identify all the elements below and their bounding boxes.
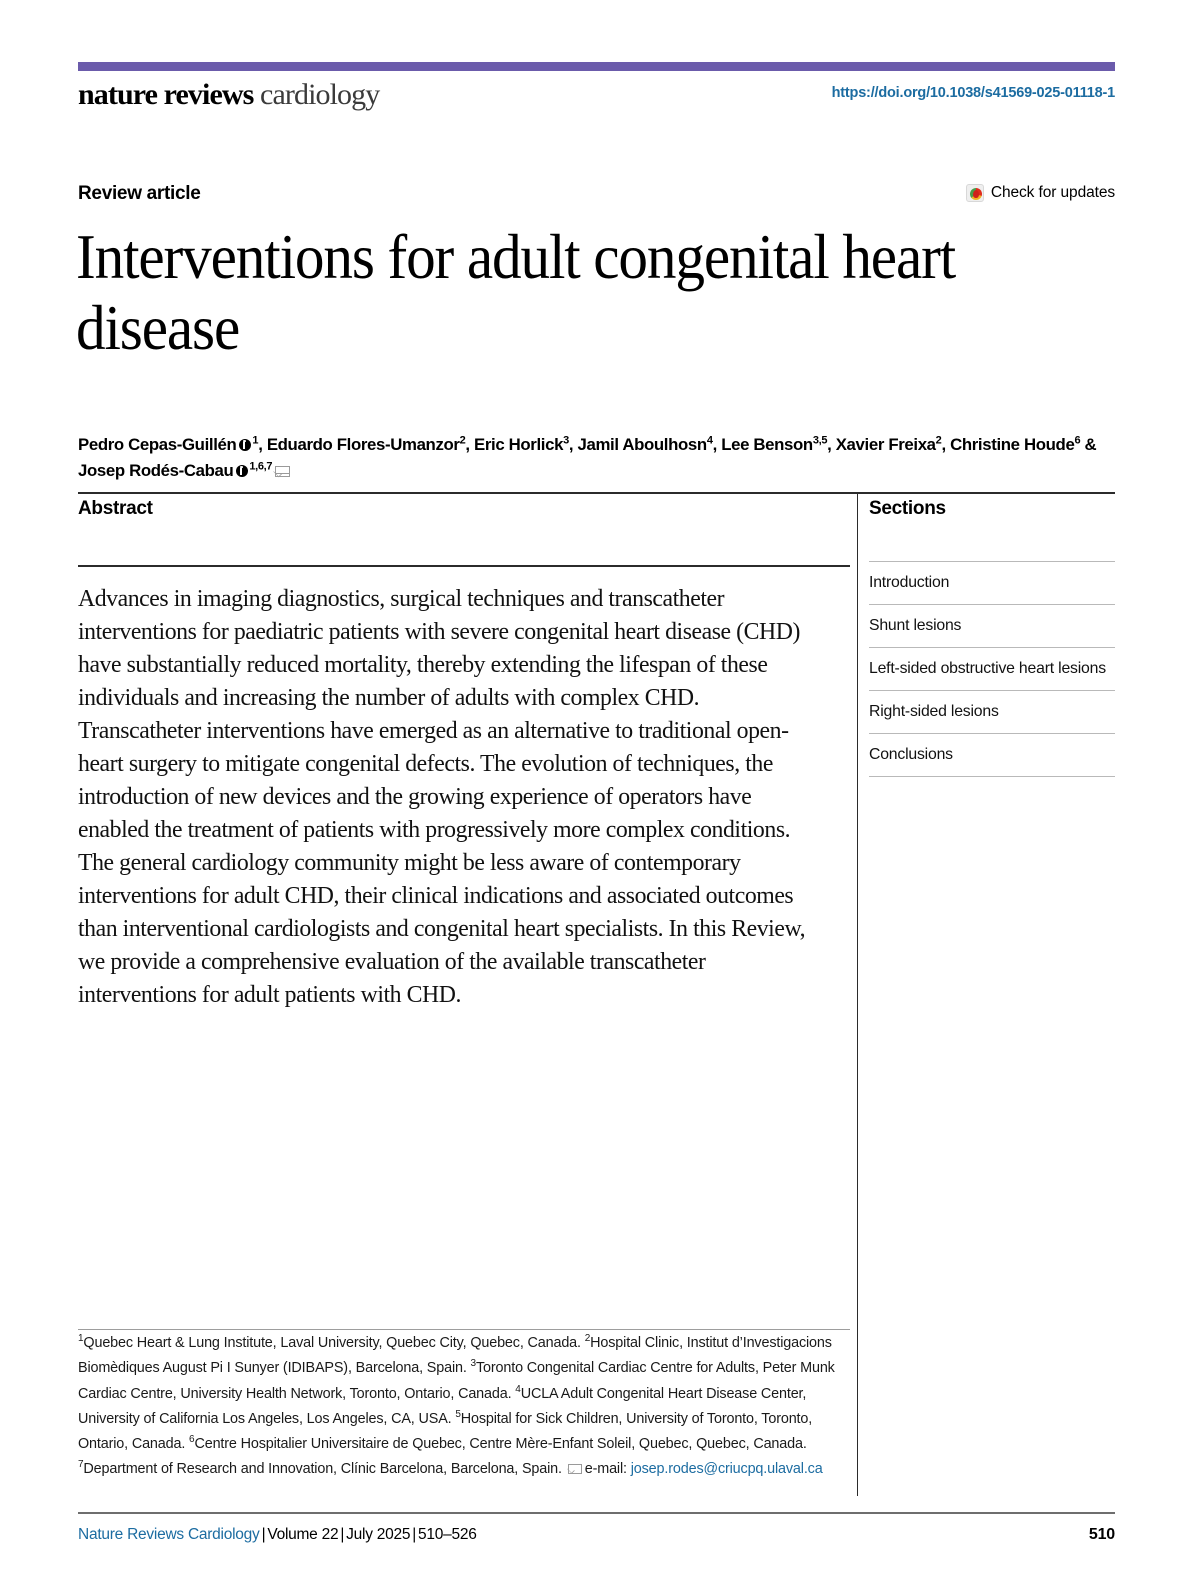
affiliations-divider-rule bbox=[78, 1329, 850, 1330]
sections-heading: Sections bbox=[869, 498, 946, 519]
author-entry[interactable]: Eric Horlick$^3$ bbox=[474, 434, 569, 454]
envelope-icon[interactable] bbox=[275, 466, 290, 477]
sidebar-item-right-sided-lesions[interactable]: Right-sided lesions bbox=[869, 690, 1115, 733]
sidebar-item-left-sided-obstructive-heart-lesions[interactable]: Left-sided obstructive heart lesions bbox=[869, 647, 1115, 690]
abstract-divider-rule bbox=[78, 565, 850, 567]
journal-logo bbox=[78, 78, 379, 112]
page-title: Interventions for adult congenital heart disease bbox=[76, 222, 956, 363]
footer-issue-date: July 2025 bbox=[346, 1526, 411, 1543]
footer-separator: | bbox=[261, 1526, 266, 1543]
footer-separator: | bbox=[340, 1526, 345, 1543]
abstract-column bbox=[78, 498, 850, 1036]
author-entry[interactable]: Xavier Freixa$^2$ bbox=[835, 434, 942, 454]
affiliation-item: $^7$Department of Research and Innovation, Clínic Barcelona, Barcelona, Spain. bbox=[78, 1459, 566, 1478]
sections-column bbox=[869, 498, 1115, 777]
affiliation-item: $^1$Quebec Heart & Lung Institute, Laval University, Quebec City, Quebec, Canada. bbox=[78, 1333, 585, 1351]
crossmark-icon bbox=[966, 184, 984, 202]
doi-link[interactable]: https://doi.org/10.1038/s41569-025-01118-1 bbox=[831, 85, 1115, 101]
author-entry[interactable]: Christine Houde$^6$ bbox=[950, 434, 1081, 454]
footer-page-number: 510 bbox=[1088, 1526, 1115, 1543]
brand-accent-bar bbox=[78, 62, 1115, 71]
article-type-row bbox=[78, 183, 1115, 211]
affiliations-block bbox=[78, 1331, 853, 1483]
footer-citation bbox=[78, 1526, 477, 1544]
sidebar-item-conclusions[interactable]: Conclusions bbox=[869, 733, 1115, 777]
affiliation-item: $^6$Centre Hospitalier Universitaire de Quebec, Centre Mère-Enfant Soleil, Quebec, Quebec, Canada. bbox=[189, 1434, 807, 1453]
footer-separator: | bbox=[412, 1526, 417, 1543]
corresponding-email-link[interactable]: josep.rodes@criucpq.ulaval.ca bbox=[630, 1461, 823, 1478]
page-footer bbox=[78, 1526, 1115, 1552]
header-divider-rule bbox=[78, 492, 1115, 494]
check-for-updates-badge[interactable] bbox=[966, 184, 1115, 202]
envelope-icon bbox=[568, 1464, 582, 1474]
sidebar-item-shunt-lesions[interactable]: Shunt lesions bbox=[869, 604, 1115, 647]
check-for-updates-label: Check for updates bbox=[990, 184, 1115, 201]
orcid-icon[interactable] bbox=[236, 465, 248, 477]
abstract-text: Advances in imaging diagnostics, surgical techniques and transcatheter interventions for paediatric patients with severe congenital heart disease (CHD) have substantially reduced mortality, thereby extending the lifespan of these individuals and increasing the number of adults with complex CHD. Transcatheter interventions have emerged as an alternative to traditional open-heart surgery to mitigate congenital defects. The evolution of techniques, the introduction of new devices and the growing experience of operators have enabled the treatment of patients with progressively more complex conditions. The general cardiology community might be less aware of contemporary interventions for adult CHD, their clinical indications and associated outcomes than interventional cardiologists and congenital heart specialists. In this Review, we provide a comprehensive evaluation of the available transcatheter interventions for adult patients with CHD. bbox=[78, 585, 806, 1008]
author-entry[interactable]: Jamil Aboulhosn$^4$ bbox=[577, 434, 713, 454]
author-entry[interactable]: Pedro Cepas-Guillén $^1$ bbox=[78, 434, 259, 454]
journal-logo-prefix: nature reviews bbox=[78, 78, 254, 111]
masthead bbox=[78, 78, 1115, 118]
orcid-icon[interactable] bbox=[239, 439, 251, 451]
affiliation-item: $^5$Hospital for Sick Children, University of Toronto, Toronto, Ontario, Canada. bbox=[78, 1409, 813, 1453]
sections-list bbox=[869, 561, 1115, 777]
author-entry[interactable]: Eduardo Flores-Umanzor$^2$ bbox=[266, 434, 466, 454]
journal-logo-name: cardiology bbox=[260, 78, 380, 111]
footer-page-range: 510–526 bbox=[418, 1526, 477, 1543]
author-entry[interactable]: Josep Rodés-Cabau $^{1,6,7}$ bbox=[78, 460, 273, 480]
affiliation-item: $^3$Toronto Congenital Cardiac Centre for Adults, Peter Munk Cardiac Centre, University Health Network, Toronto, Ontario, Canada. bbox=[78, 1358, 835, 1402]
email-label: e-mail: bbox=[584, 1461, 627, 1478]
affiliation-item: $^4$UCLA Adult Congenital Heart Disease Center, University of California Los Angeles, Los Angeles, CA, USA. bbox=[78, 1383, 807, 1427]
footer-divider-rule bbox=[78, 1512, 1115, 1514]
abstract-heading: Abstract bbox=[78, 498, 153, 519]
author-entry[interactable]: Lee Benson$^{3,5}$ bbox=[721, 434, 828, 454]
sidebar-item-introduction[interactable]: Introduction bbox=[869, 561, 1115, 604]
article-type-label: Review article bbox=[78, 183, 201, 204]
author-list: Pedro Cepas-Guillén $^1$, Eduardo Flores-Umanzor$^2$, Eric Horlick$^3$, Jamil Aboulhosn$^4$, Lee Benson$^{3,5}$, Xavier Freixa$^2$, Christine Houde$^6$ & Josep Rodés-Cabau $^{1,6,7}$ bbox=[78, 434, 1097, 480]
footer-journal-link[interactable]: Nature Reviews Cardiology bbox=[78, 1526, 260, 1543]
column-divider-rule bbox=[857, 494, 858, 1496]
footer-volume: Volume 22 bbox=[267, 1526, 339, 1543]
affiliation-item: $^2$Hospital Clinic, Institut d’Investigacions Biomèdiques August Pi I Sunyer (IDIBAPS), Barcelona, Spain. bbox=[78, 1333, 832, 1377]
